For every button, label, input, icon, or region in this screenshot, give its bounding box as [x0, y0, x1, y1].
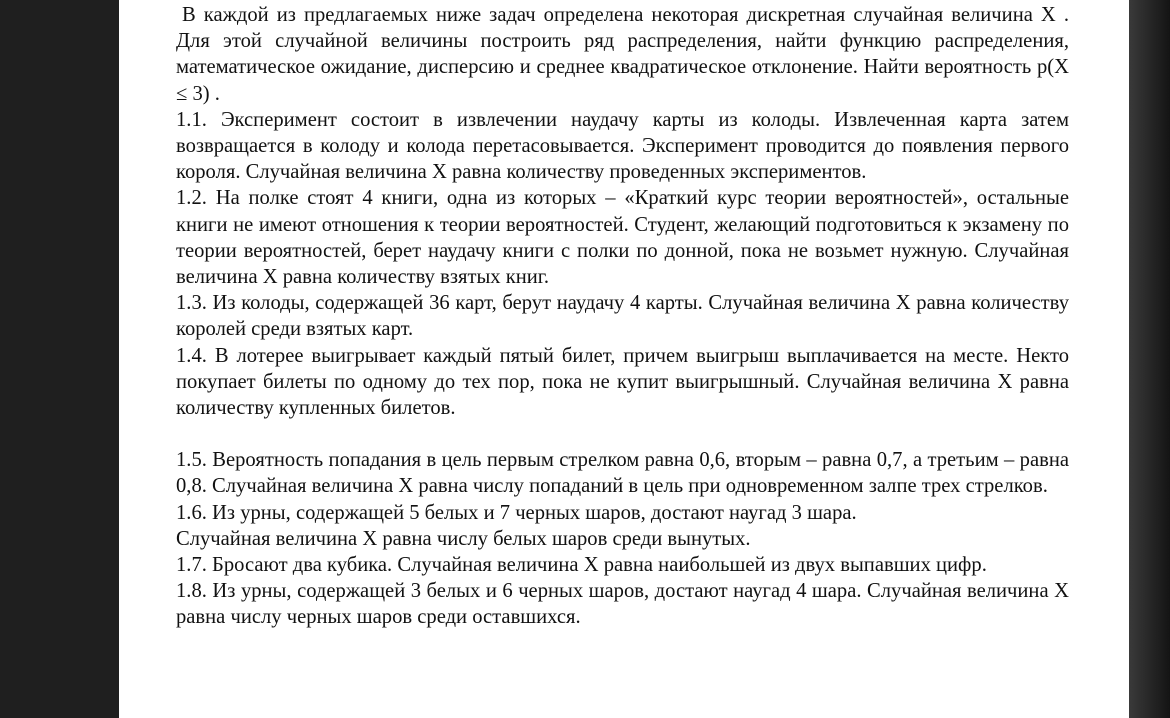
task-1-4: 1.4. В лотерее выигрывает каждый пятый билет, причем выигрыш выплачивается на месте. Некто покупает билеты по одному до тех пор, пока не купит выигрышный. Случайная величина X равна количеству купленных билетов.	[176, 344, 1069, 420]
task-1-3: 1.3. Из колоды, содержащей 36 карт, берут наудачу 4 карты. Случайная величина X равна количеству королей среди взятых карт.	[176, 292, 1069, 341]
left-background	[0, 0, 119, 718]
task-1-2: 1.2. На полке стоят 4 книги, одна из которых – «Краткий курс теории вероятностей», остальные книги не имеют отношения к теории вероятностей. Студент, желающий подготовиться к экзамену по теории вероятностей, берет наудачу книги с полки по донной, пока не возьмет нужную. Случайная величина X равна количеству взятых книг.	[176, 187, 1069, 289]
paragraph-gap	[176, 421, 1069, 447]
task-1-8: 1.8. Из урны, содержащей 3 белых и 6 черных шаров, достают наугад 4 шара. Случайная величина X равна числу черных шаров среди оставшихся.	[176, 580, 1069, 629]
document-content	[176, 2, 1069, 631]
task-1-6: 1.6. Из урны, содержащей 5 белых и 7 черных шаров, достают наугад 3 шара.	[176, 501, 857, 524]
task-1-6-continuation: Случайная величина X равна числу белых шаров среди вынутых.	[176, 527, 751, 550]
task-1-1: 1.1. Эксперимент состоит в извлечении наудачу карты из колоды. Извлеченная карта затем возвращается в колоду и колода перетасовывается. Эксперимент проводится до появления первого короля. Случайная величина X равна количеству проведенных экспериментов.	[176, 108, 1069, 184]
intro-paragraph: В каждой из предлагаемых ниже задач определена некоторая дискретная случайная величина X . Для этой случайной величины построить ряд распределения, найти функцию распределения, математическое ожидание, дисперсию и среднее квадратическое отклонение. Найти вероятность p(X ≤ 3) .	[176, 4, 1069, 105]
task-1-7: 1.7. Бросают два кубика. Случайная величина X равна наибольшей из двух выпавших цифр.	[176, 554, 987, 577]
right-scroll-shadow	[1129, 0, 1170, 718]
task-1-5: 1.5. Вероятность попадания в цель первым стрелком равна 0,6, вторым – равна 0,7, а третьим – равна 0,8. Случайная величина X равна числу попаданий в цель при одновременном залпе трех стрелков.	[176, 449, 1069, 498]
document-page	[119, 0, 1129, 718]
